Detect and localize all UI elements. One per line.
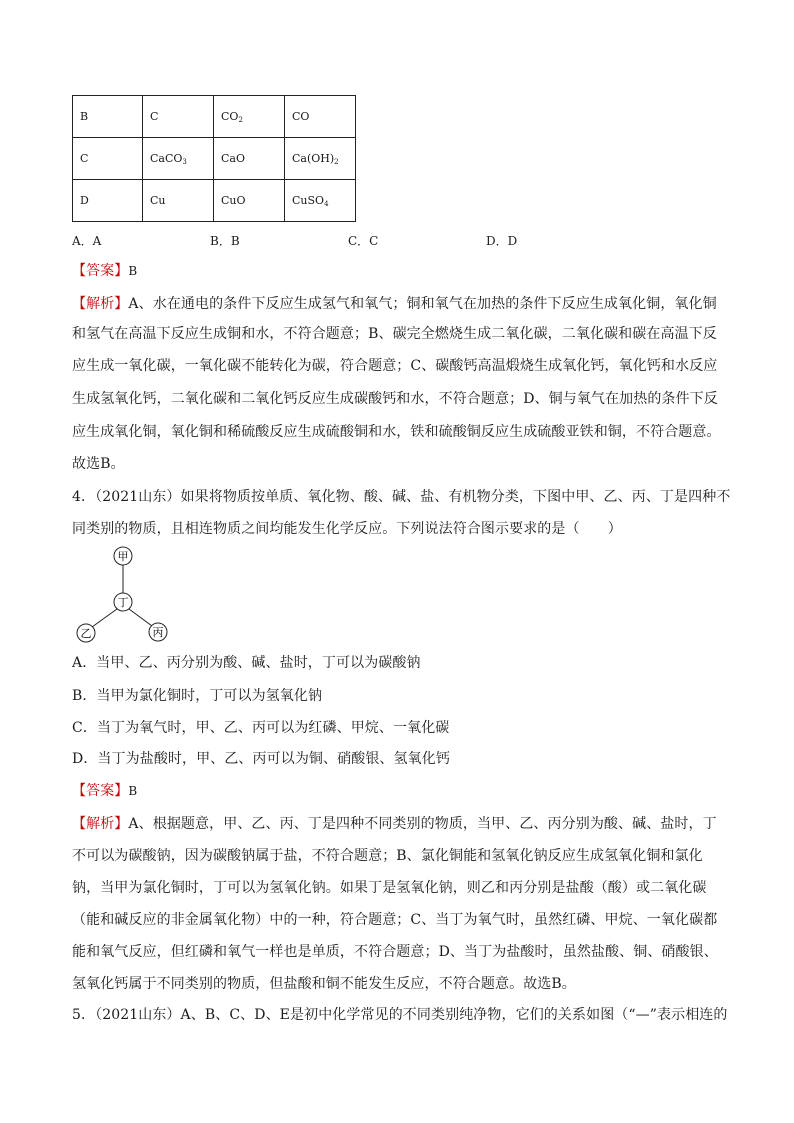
table-cell	[285, 138, 356, 180]
table-cell: CaO	[214, 138, 285, 180]
connector-line	[92, 609, 117, 627]
answer-label: 【答案】	[72, 783, 129, 799]
analysis-text: A、根据题意，甲、乙、丙、丁是四种不同类别的物质，当甲、乙、丙分别为酸、碱、盐时，丁	[128, 816, 717, 832]
q4-option-c: C．当丁为氧气时，甲、乙、丙可以为红磷、甲烷、一氧化碳	[72, 720, 450, 736]
connector-line	[129, 609, 152, 626]
table-cell	[285, 96, 356, 138]
table-cell: D	[73, 180, 143, 222]
analysis-text: A、水在通电的条件下反应生成氢气和氧气；铜和氧气在加热的条件下反应生成氧化铜，氧化铜	[128, 296, 717, 312]
table-cell: C	[73, 138, 143, 180]
table-cell: B	[73, 96, 143, 138]
q4-option-d: D．当丁为盐酸时，甲、乙、丙可以为铜、硝酸银、氢氧化钙	[72, 751, 450, 767]
q4-analysis-line: 钠，当甲为氯化铜时，丁可以为氢氧化钠。如果丁是氢氧化钠，则乙和丙分别是盐酸（酸）或二氧化碳	[72, 880, 707, 896]
table-cell: CuO	[214, 180, 285, 222]
q3-analysis-line: 和氢气在高温下反应生成铜和水，不符合题意；B、碳完全燃烧生成二氧化碳，二氧化碳和碳在高温下反	[72, 326, 717, 342]
table-cell	[214, 96, 285, 138]
formula-subscript: 4	[324, 199, 329, 208]
table-row	[73, 138, 356, 180]
choice-c: C．C	[348, 234, 379, 248]
choice-a: A．A	[72, 234, 102, 248]
answer-label: 【答案】	[72, 263, 129, 279]
choice-b: B．B	[210, 234, 240, 248]
q5-stem-line: 5．（2021山东）A、B、C、D、E是初中化学常见的不同类别纯净物，它们的关系如图（“—”表示相连的	[72, 1007, 728, 1023]
q4-analysis-line: 氢氧化钙属于不同类别的物质，但盐酸和铜不能发生反应，不符合题意。故选B。	[72, 976, 576, 992]
q3-analysis-line	[72, 296, 717, 312]
relation-diagram	[72, 545, 182, 645]
formula-subscript: 2	[238, 115, 243, 124]
formula-main: Ca(OH)	[292, 151, 335, 165]
node-label-left: 乙	[80, 627, 92, 640]
formula-main: CuSO	[292, 193, 325, 207]
formula-subscript: 2	[334, 157, 339, 166]
choice-d: D．D	[486, 234, 518, 248]
q3-analysis-line: 生成氢氧化钙，二氧化碳和二氧化钙反应生成碳酸钙和水，不符合题意；D、铜与氧气在加热的条件下反	[72, 391, 718, 407]
table-cell	[143, 138, 214, 180]
q3-answer	[72, 263, 137, 279]
options-table	[72, 95, 356, 222]
table-row	[73, 96, 356, 138]
node-label-right: 丙	[152, 626, 164, 639]
table-row	[73, 180, 356, 222]
q3-analysis-line: 应生成一氧化碳，一氧化碳不能转化为碳，符合题意；C、碳酸钙高温煅烧生成氧化钙，氧化钙和水反应	[72, 358, 718, 374]
table-cell: Cu	[143, 180, 214, 222]
node-label-center: 丁	[117, 596, 129, 609]
q4-analysis-line: （能和碱反应的非金属氧化物）中的一种，符合题意；C、当丁为氧气时，虽然红磷、甲烷、一氧化碳都	[72, 912, 718, 928]
table-cell: C	[143, 96, 214, 138]
formula-main: CO	[292, 109, 310, 123]
table-cell	[285, 180, 356, 222]
q4-analysis-line: 不可以为碳酸钠，因为碳酸钠属于盐，不符合题意；B、氯化铜能和氢氧化钠反应生成氢氧化铜和氯化	[72, 848, 703, 864]
q4-option-a: A．当甲、乙、丙分别为酸、碱、盐时，丁可以为碳酸钠	[72, 655, 421, 671]
formula-main: CO	[221, 109, 239, 123]
answer-value: B	[128, 264, 138, 278]
q4-analysis-line	[72, 816, 717, 832]
q3-analysis-line: 故选B。	[72, 456, 125, 472]
analysis-label: 【解析】	[72, 296, 129, 312]
analysis-label: 【解析】	[72, 816, 129, 832]
formula-subscript: 3	[182, 157, 187, 166]
q4-analysis-line: 能和氧气反应，但红磷和氧气一样也是单质，不符合题意；D、当丁为盐酸时，虽然盐酸、铜、硝酸银、	[72, 944, 718, 960]
formula-main: CaCO	[150, 151, 183, 165]
q3-analysis-line: 应生成氧化铜，氧化铜和稀硫酸反应生成硫酸铜和水，铁和硫酸铜反应生成硫酸亚铁和铜，不符合题意。	[72, 424, 721, 440]
q4-option-b: B．当甲为氯化铜时，丁可以为氢氧化钠	[72, 688, 323, 704]
q4-answer	[72, 783, 137, 799]
q4-stem-line: 同类别的物质，且相连物质之间均能发生化学反应。下列说法符合图示要求的是（ ）	[72, 521, 622, 537]
node-label-top: 甲	[117, 550, 129, 563]
answer-value: B	[128, 784, 138, 798]
q4-stem-line: 4．（2021山东）如果将物质按单质、氧化物、酸、碱、盐、有机物分类，下图中甲、乙、丙、丁是四种不	[72, 489, 731, 505]
